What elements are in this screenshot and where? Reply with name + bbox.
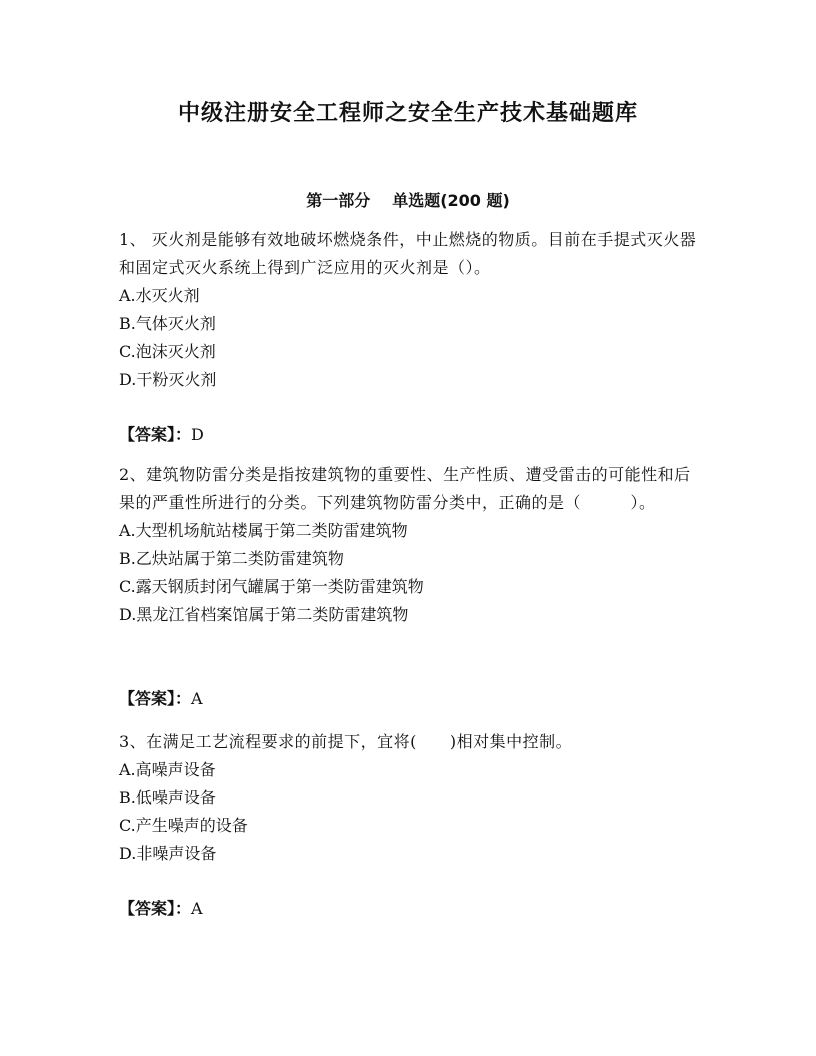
question-text: 2、建筑物防雷分类是指按建筑物的重要性、生产性质、遭受雷击的可能性和后果的严重性所进行的分类。下列建筑物防雷分类中，正确的是（ ）。 (119, 465, 691, 512)
option-b: B.气体灭火剂 (119, 314, 216, 333)
answer-label: 【答案】： (119, 689, 192, 708)
option-b: B.低噪声设备 (119, 788, 216, 807)
option-c: C.泡沫灭火剂 (119, 342, 216, 361)
option-c: C.露天钢质封闭气罐属于第一类防雷建筑物 (119, 577, 424, 596)
question-3 (119, 728, 697, 868)
question-2 (119, 461, 697, 629)
option-a: A.大型机场航站楼属于第二类防雷建筑物 (119, 521, 408, 540)
answer-value: A (191, 689, 203, 708)
page-title: 中级注册安全工程师之安全生产技术基础题库 (177, 101, 638, 126)
section-heading (0, 188, 816, 211)
question-1 (119, 226, 697, 394)
question-text: 1、 灭火剂是能够有效地破坏燃烧条件，中止燃烧的物质。目前在手提式灭火器和固定式灭火系统上得到广泛应用的灭火剂是（）。 (119, 230, 697, 277)
option-a: A.水灭火剂 (119, 286, 200, 305)
option-c: C.产生噪声的设备 (119, 816, 248, 835)
answer-value: D (191, 425, 204, 444)
option-d: D.黑龙江省档案馆属于第二类防雷建筑物 (119, 605, 409, 624)
answer-value: A (191, 899, 203, 918)
section-part: 第一部分 (306, 191, 371, 210)
answer-label: 【答案】： (119, 899, 192, 918)
option-d: D.干粉灭火剂 (119, 370, 217, 389)
question-text: 3、在满足工艺流程要求的前提下，宜将( )相对集中控制。 (119, 732, 573, 751)
answer-label: 【答案】： (119, 425, 192, 444)
section-type: 单选题(200 题) (392, 191, 510, 210)
option-b: B.乙炔站属于第二类防雷建筑物 (119, 549, 344, 568)
option-d: D.非噪声设备 (119, 844, 217, 863)
option-a: A.高噪声设备 (119, 760, 216, 779)
answer-1 (119, 421, 697, 449)
answer-3 (119, 895, 697, 923)
answer-2 (119, 685, 697, 713)
